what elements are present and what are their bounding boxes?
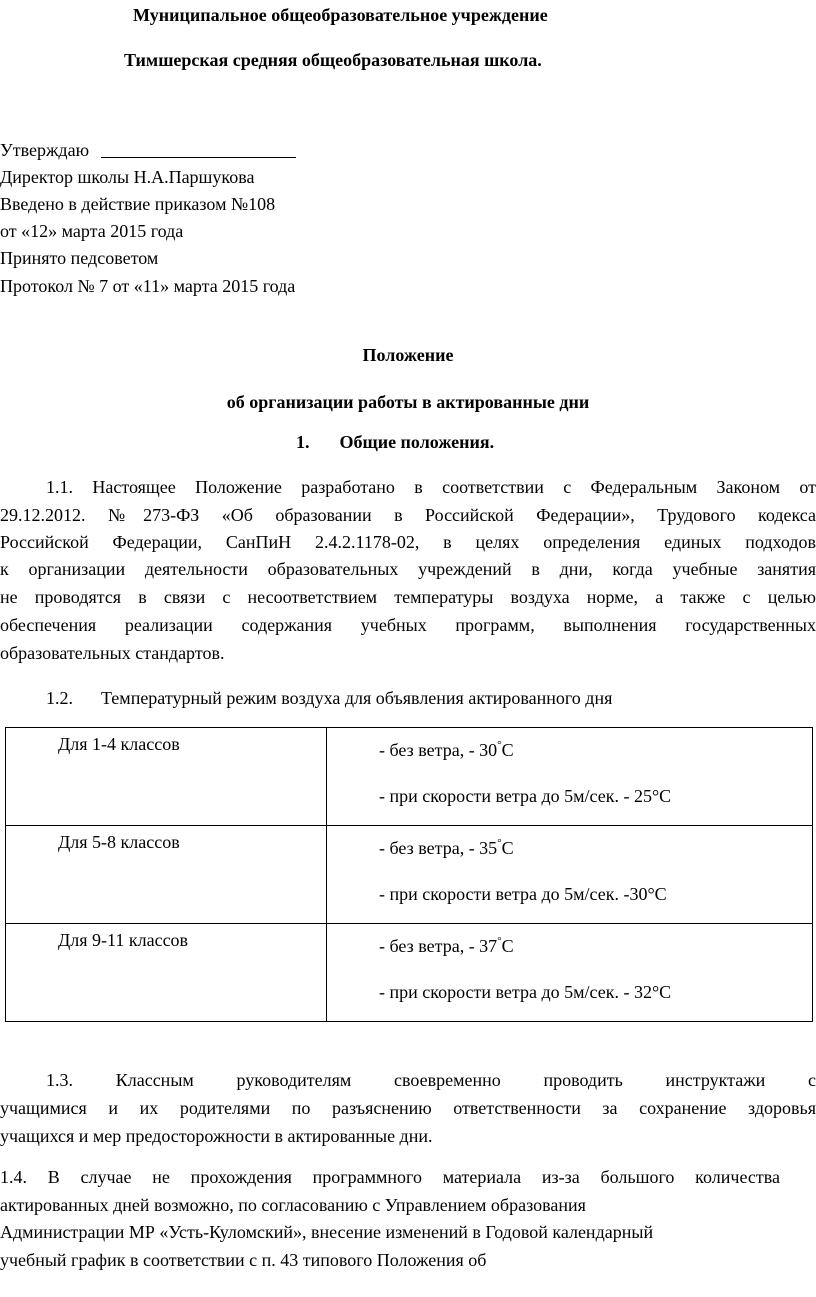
paragraph-1-3-line: 1.3. Классным руководителям своевременно проводить инструктажи с [46, 1070, 816, 1090]
section-title: Общие положения. [339, 432, 495, 452]
paragraph-1-4-line: 1.4. В случае не прохождения программного материала из-за большого количества [0, 1167, 780, 1187]
table-row [6, 826, 813, 924]
paragraph-1-4-line: актированных дней возможно, по согласованию с Управлением образования [0, 1195, 586, 1215]
order-date-line: от «12» марта 2015 года [0, 221, 184, 241]
approve-line [0, 140, 296, 161]
document-subtitle: об организации работы в актированные дни [226, 392, 590, 412]
wind-temp: - при скорости ветра до 5м/сек. - 25°С [379, 786, 672, 806]
paragraph-1-4-line: учебный график в соответствии с п. 43 типового Положения об [0, 1250, 487, 1270]
paragraph-1-2 [46, 688, 612, 709]
protocol-line: Протокол № 7 от «11» марта 2015 года [0, 276, 296, 296]
wind-temp: - при скорости ветра до 5м/сек. -30°С [379, 884, 667, 904]
temperature-cell [327, 728, 813, 826]
wind-temp: - при скорости ветра до 5м/сек. - 32°С [379, 982, 672, 1002]
temperature-table [5, 727, 813, 1022]
no-wind-temp: - без ветра, - 35°С [379, 837, 514, 858]
table-row [6, 728, 813, 826]
paragraph-1-2-number: 1.2. [46, 688, 73, 708]
order-line: Введено в действие приказом №108 [0, 194, 276, 214]
paragraph-1-1-line: не проводятся в связи с несоответствием температуры воздуха норме, а также с целью [0, 587, 816, 607]
paragraph-1-1-line: к организации деятельности образовательных учреждений в дни, когда учебные занятия [0, 559, 816, 579]
paragraph-1-1-line: обеспечения реализации содержания учебных программ, выполнения государственных [0, 615, 816, 635]
table-row [6, 924, 813, 1022]
paragraph-1-4-line: Администрации МР «Усть-Куломский», внесение изменений в Годовой календарный [0, 1222, 654, 1242]
class-group-cell: Для 9-11 классов [6, 924, 327, 1022]
section-number: 1. [296, 432, 310, 452]
no-wind-temp: - без ветра, - 37°С [379, 935, 514, 956]
paragraph-1-1-line: Российской Федерации, СанПиН 2.4.2.1178-02, в целях определения единых подходов [0, 532, 816, 552]
signature-line [101, 141, 296, 158]
paragraph-1-1-line: образовательных стандартов. [0, 643, 225, 663]
school-header-line1: Муниципальное общеобразовательное учреждение [133, 5, 548, 25]
temperature-cell [327, 924, 813, 1022]
class-group-cell: Для 1-4 классов [6, 728, 327, 826]
accepted-line: Принято педсоветом [0, 248, 159, 268]
section-heading [296, 432, 494, 453]
paragraph-1-2-text: Температурный режим воздуха для объявления актированного дня [101, 688, 613, 708]
paragraph-1-1-line: 1.1. Настоящее Положение разработано в соответствии с Федеральным Законом от [46, 477, 816, 497]
document-title: Положение [362, 345, 454, 365]
school-header-line2: Тимшерская средняя общеобразовательная школа. [124, 50, 542, 70]
temperature-cell [327, 826, 813, 924]
paragraph-1-3-line: учащимися и их родителями по разъяснению ответственности за сохранение здоровья [0, 1098, 816, 1118]
class-group-cell: Для 5-8 классов [6, 826, 327, 924]
paragraph-1-3-line: учащихся и мер предосторожности в актированные дни. [0, 1126, 433, 1146]
approve-label: Утверждаю [0, 140, 90, 160]
paragraph-1-1-line: 29.12.2012. №273-ФЗ «Об образовании в Российской Федерации», Трудового кодекса [0, 505, 816, 525]
no-wind-temp: - без ветра, - 30°С [379, 739, 514, 760]
director-line: Директор школы Н.А.Паршукова [0, 167, 255, 187]
